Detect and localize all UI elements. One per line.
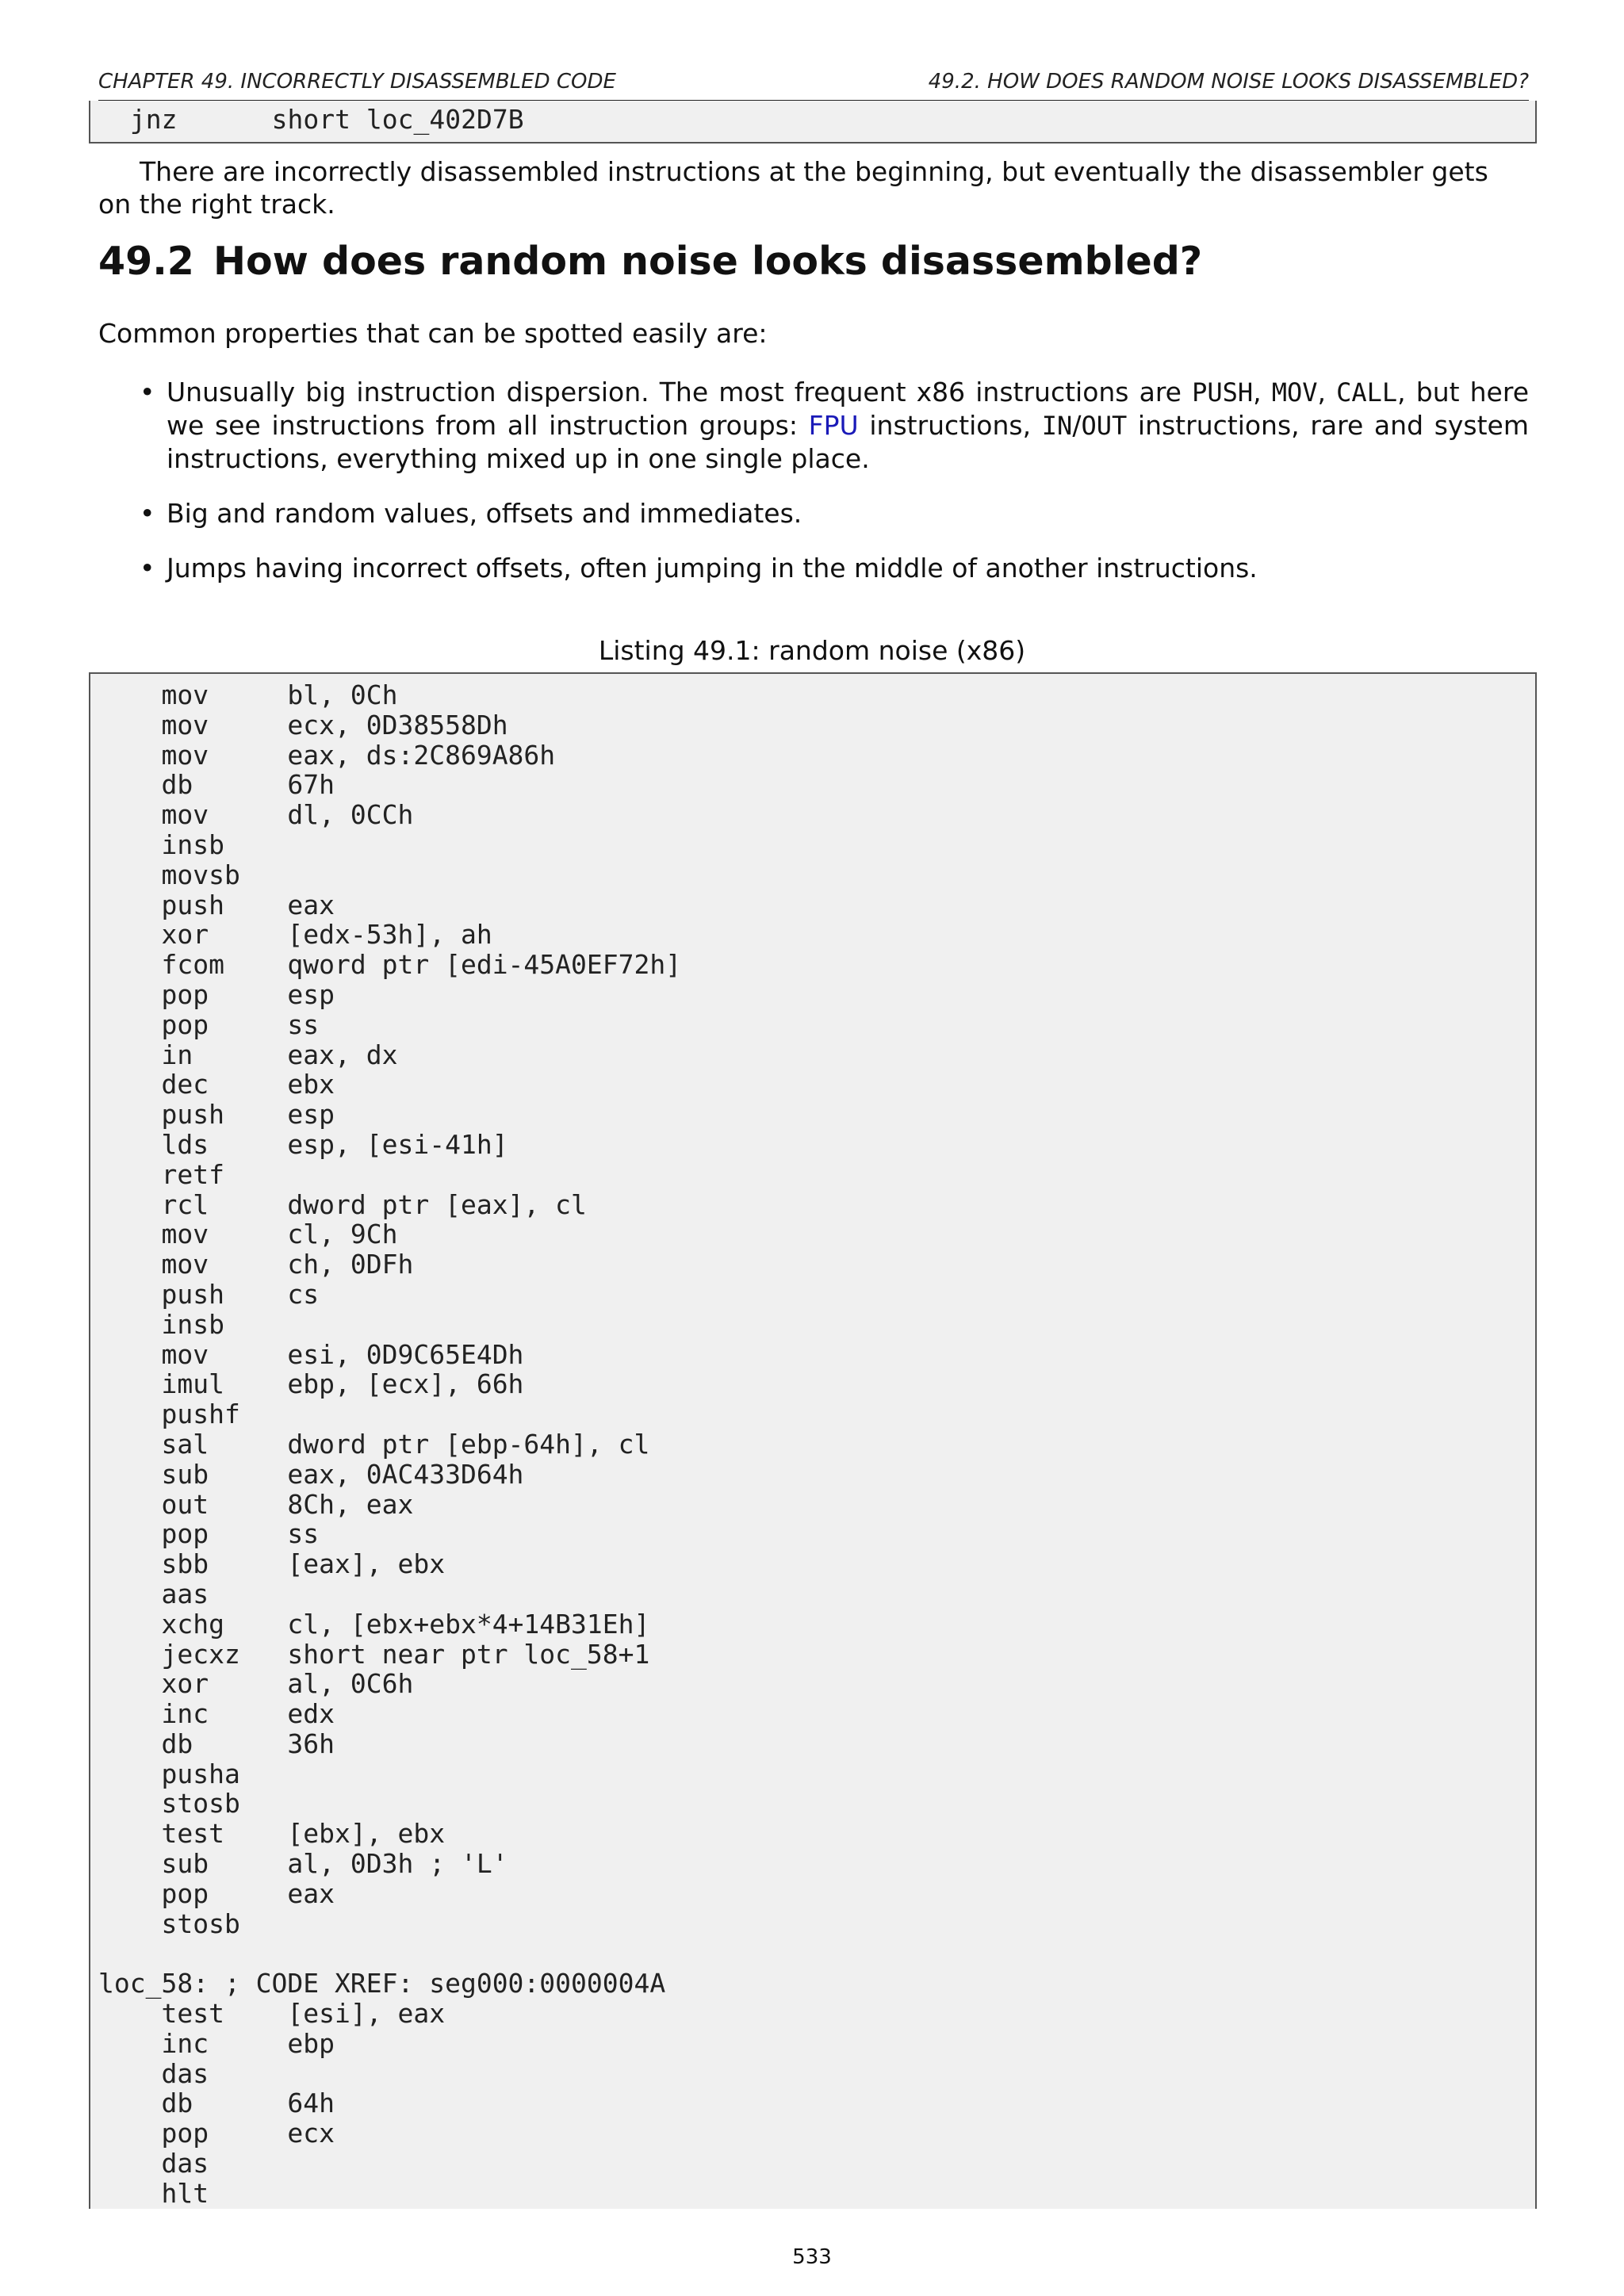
instruction-out: OUT bbox=[1081, 411, 1128, 441]
code-fragment-text: jnz short loc_402D7B bbox=[114, 104, 524, 135]
fpu-link[interactable]: FPU bbox=[808, 410, 859, 441]
list-item bbox=[136, 497, 1529, 530]
instruction-in: IN bbox=[1041, 411, 1073, 441]
bullet-text: instructions, rare and system instructions, everything mixed up in one single place. bbox=[167, 410, 1529, 474]
section-number: 49.2 bbox=[98, 239, 194, 284]
list-item bbox=[136, 552, 1529, 584]
running-header bbox=[98, 70, 1529, 101]
bullet-text: instructions, bbox=[858, 410, 1042, 441]
properties-intro: Common properties that can be spotted easily are: bbox=[98, 318, 768, 349]
separator: , bbox=[1253, 377, 1272, 408]
section-heading bbox=[98, 238, 1202, 285]
separator: , bbox=[1317, 377, 1337, 408]
bullet-text: , but here we see instructions from all instruction groups: bbox=[167, 377, 1530, 441]
instruction-push: PUSH bbox=[1192, 377, 1254, 408]
intro-paragraph: There are incorrectly disassembled instructions at the beginning, but eventually the disassembler gets on the right track. bbox=[98, 156, 1488, 220]
bullet-icon: • bbox=[140, 553, 155, 584]
code-listing bbox=[89, 672, 1537, 2209]
properties-list bbox=[136, 376, 1529, 607]
bullet-text: Jumps having incorrect offsets, often jumping in the middle of another instructions. bbox=[167, 553, 1258, 584]
bullet-icon: • bbox=[140, 377, 155, 408]
separator: / bbox=[1072, 410, 1082, 441]
code-listing-text: mov bl, 0Ch mov ecx, 0D38558Dh mov eax, ds:2C869A86h db 67h mov dl, 0CCh insb movsb push eax xor [edx-53h], ah fcom qword ptr [edi-45A0EF72h] pop esp pop ss in eax, dx dec ebx push esp lds esp, [esi-41h] retf rcl dword ptr [eax], cl mov cl, 9Ch mov ch, 0DFh push cs insb mov esi, 0D9C65E4Dh imul ebp, [ecx], 66h pushf sal dword ptr [ebp-64h], cl sub eax, 0AC433D64h out 8Ch, eax pop ss sbb [eax], ebx aas xchg cl, [ebx+ebx*4+14B31Eh] jecxz short near ptr loc_58+1 xor al, 0C6h inc edx db 36h pusha stosb test [ebx], ebx sub al, 0D3h ; 'L' pop eax stosb loc_58: ; CODE XREF: seg000:0000004A test [esi], eax inc ebp das db 64h pop ecx das hlt bbox=[98, 679, 682, 2209]
instruction-mov: MOV bbox=[1271, 377, 1318, 408]
bullet-text: Big and random values, offsets and immediates. bbox=[167, 498, 802, 529]
instruction-call: CALL bbox=[1336, 377, 1398, 408]
header-section: 49.2. HOW DOES RANDOM NOISE LOOKS DISASSEMBLED? bbox=[928, 70, 1529, 94]
page-number: 533 bbox=[792, 2245, 832, 2269]
bullet-text: Unusually big instruction dispersion. The most frequent x86 instructions are bbox=[167, 377, 1193, 408]
bullet-icon: • bbox=[140, 498, 155, 529]
listing-caption: Listing 49.1: random noise (x86) bbox=[598, 635, 1026, 666]
section-title: How does random noise looks disassembled? bbox=[213, 239, 1203, 284]
list-item bbox=[136, 376, 1529, 475]
header-chapter: CHAPTER 49. INCORRECTLY DISASSEMBLED CODE bbox=[98, 70, 616, 94]
code-listing-fragment bbox=[89, 101, 1537, 144]
